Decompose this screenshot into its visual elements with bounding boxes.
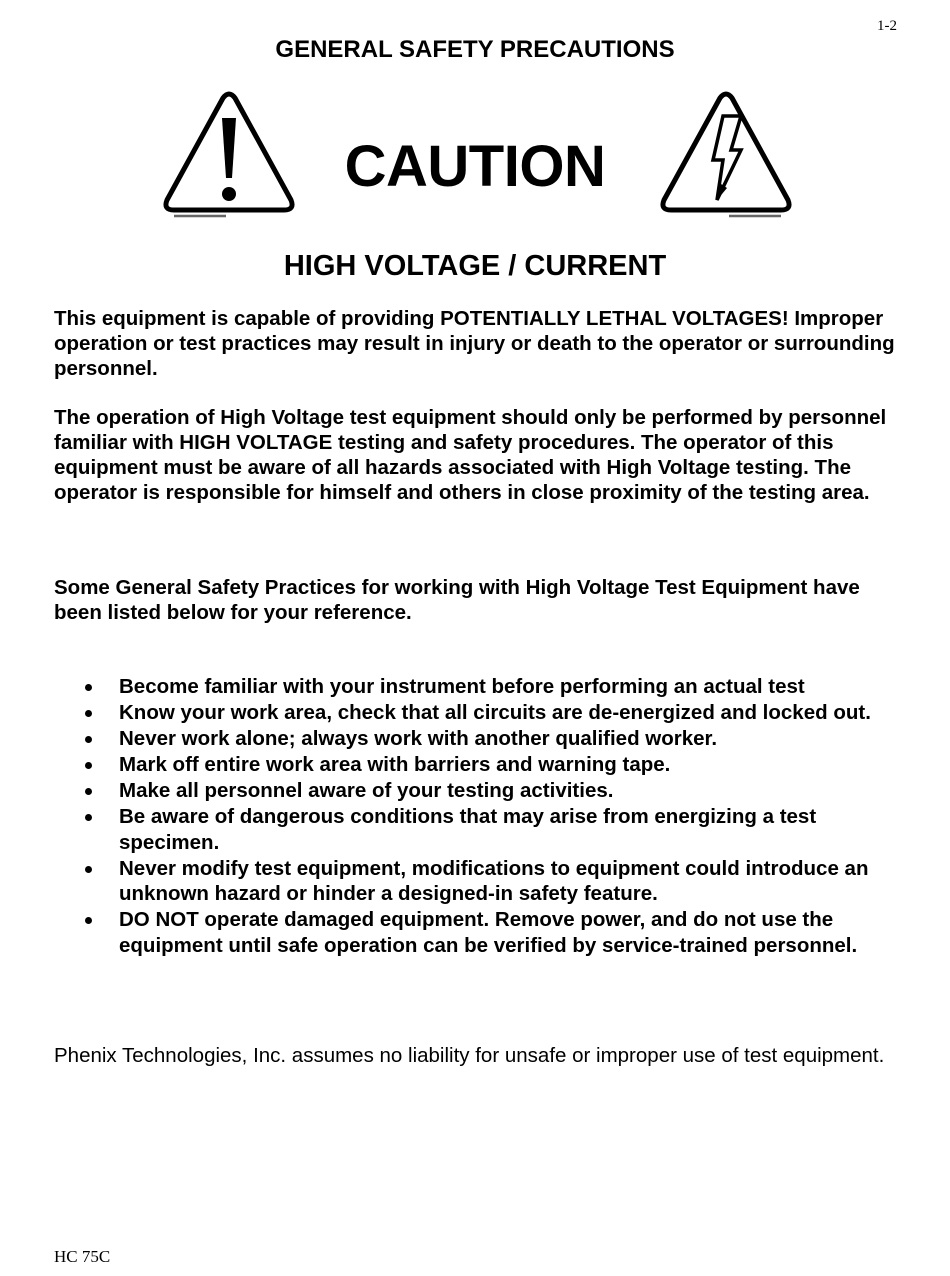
list-item-text: DO NOT operate damaged equipment. Remove power, and do not use the equipment until safe operation can be verified by service-trained personnel.: [119, 908, 858, 957]
bullet-icon: [85, 736, 92, 743]
operator-responsibility-paragraph: The operation of High Voltage test equipment should only be performed by personnel familiar with HIGH VOLTAGE testing and safety procedures. The operator of this equipment must be aware of all hazards associated with High Voltage testing. The operator is responsible for himself and others in close proximity of the testing area.: [54, 406, 887, 504]
safety-practices-intro-paragraph: Some General Safety Practices for working with High Voltage Test Equipment have been listed below for your reference.: [54, 576, 860, 624]
page-title: GENERAL SAFETY PRECAUTIONS: [275, 36, 675, 63]
list-item: [54, 752, 904, 778]
section-subtitle: HIGH VOLTAGE / CURRENT: [283, 250, 667, 282]
list-item: [54, 674, 904, 700]
bullet-icon: [85, 762, 92, 769]
list-item: [54, 700, 904, 726]
list-item-text: Never work alone; always work with another qualified worker.: [119, 727, 718, 750]
liability-disclaimer: Phenix Technologies, Inc. assumes no liability for unsafe or improper use of test equipment.: [54, 1044, 885, 1067]
list-item: [54, 726, 904, 752]
list-item-text: Know your work area, check that all circuits are de-energized and locked out.: [119, 701, 871, 724]
list-item: [54, 778, 904, 804]
footer-model-code: HC 75C: [54, 1247, 111, 1266]
page-number: 1-2: [877, 18, 897, 34]
lethal-voltage-warning-paragraph: This equipment is capable of providing POTENTIALLY LETHAL VOLTAGES! Improper operation or test practices may result in injury or death to the operator or surrounding personnel.: [54, 307, 895, 380]
bullet-icon: [85, 684, 92, 691]
bullet-icon: [85, 814, 92, 821]
list-item-text: Make all personnel aware of your testing activities.: [119, 779, 614, 802]
high-voltage-warning-icon: [657, 88, 795, 220]
list-item-text: Never modify test equipment, modifications to equipment could introduce an unknown hazard or hinder a designed-in safety feature.: [119, 856, 869, 905]
caution-banner: [0, 88, 950, 223]
bullet-icon: [85, 710, 92, 717]
safety-practices-list: [54, 674, 904, 959]
list-item-text: Mark off entire work area with barriers and warning tape.: [119, 753, 671, 776]
bullet-icon: [85, 917, 92, 924]
bullet-icon: [85, 866, 92, 873]
list-item: [54, 856, 904, 907]
list-item: [54, 804, 904, 855]
caution-word: CAUTION: [344, 134, 606, 199]
list-item: [54, 907, 904, 958]
list-item-text: Be aware of dangerous conditions that may arise from energizing a test specimen.: [119, 805, 817, 854]
bullet-icon: [85, 788, 92, 795]
list-item-text: Become familiar with your instrument before performing an actual test: [119, 675, 805, 698]
